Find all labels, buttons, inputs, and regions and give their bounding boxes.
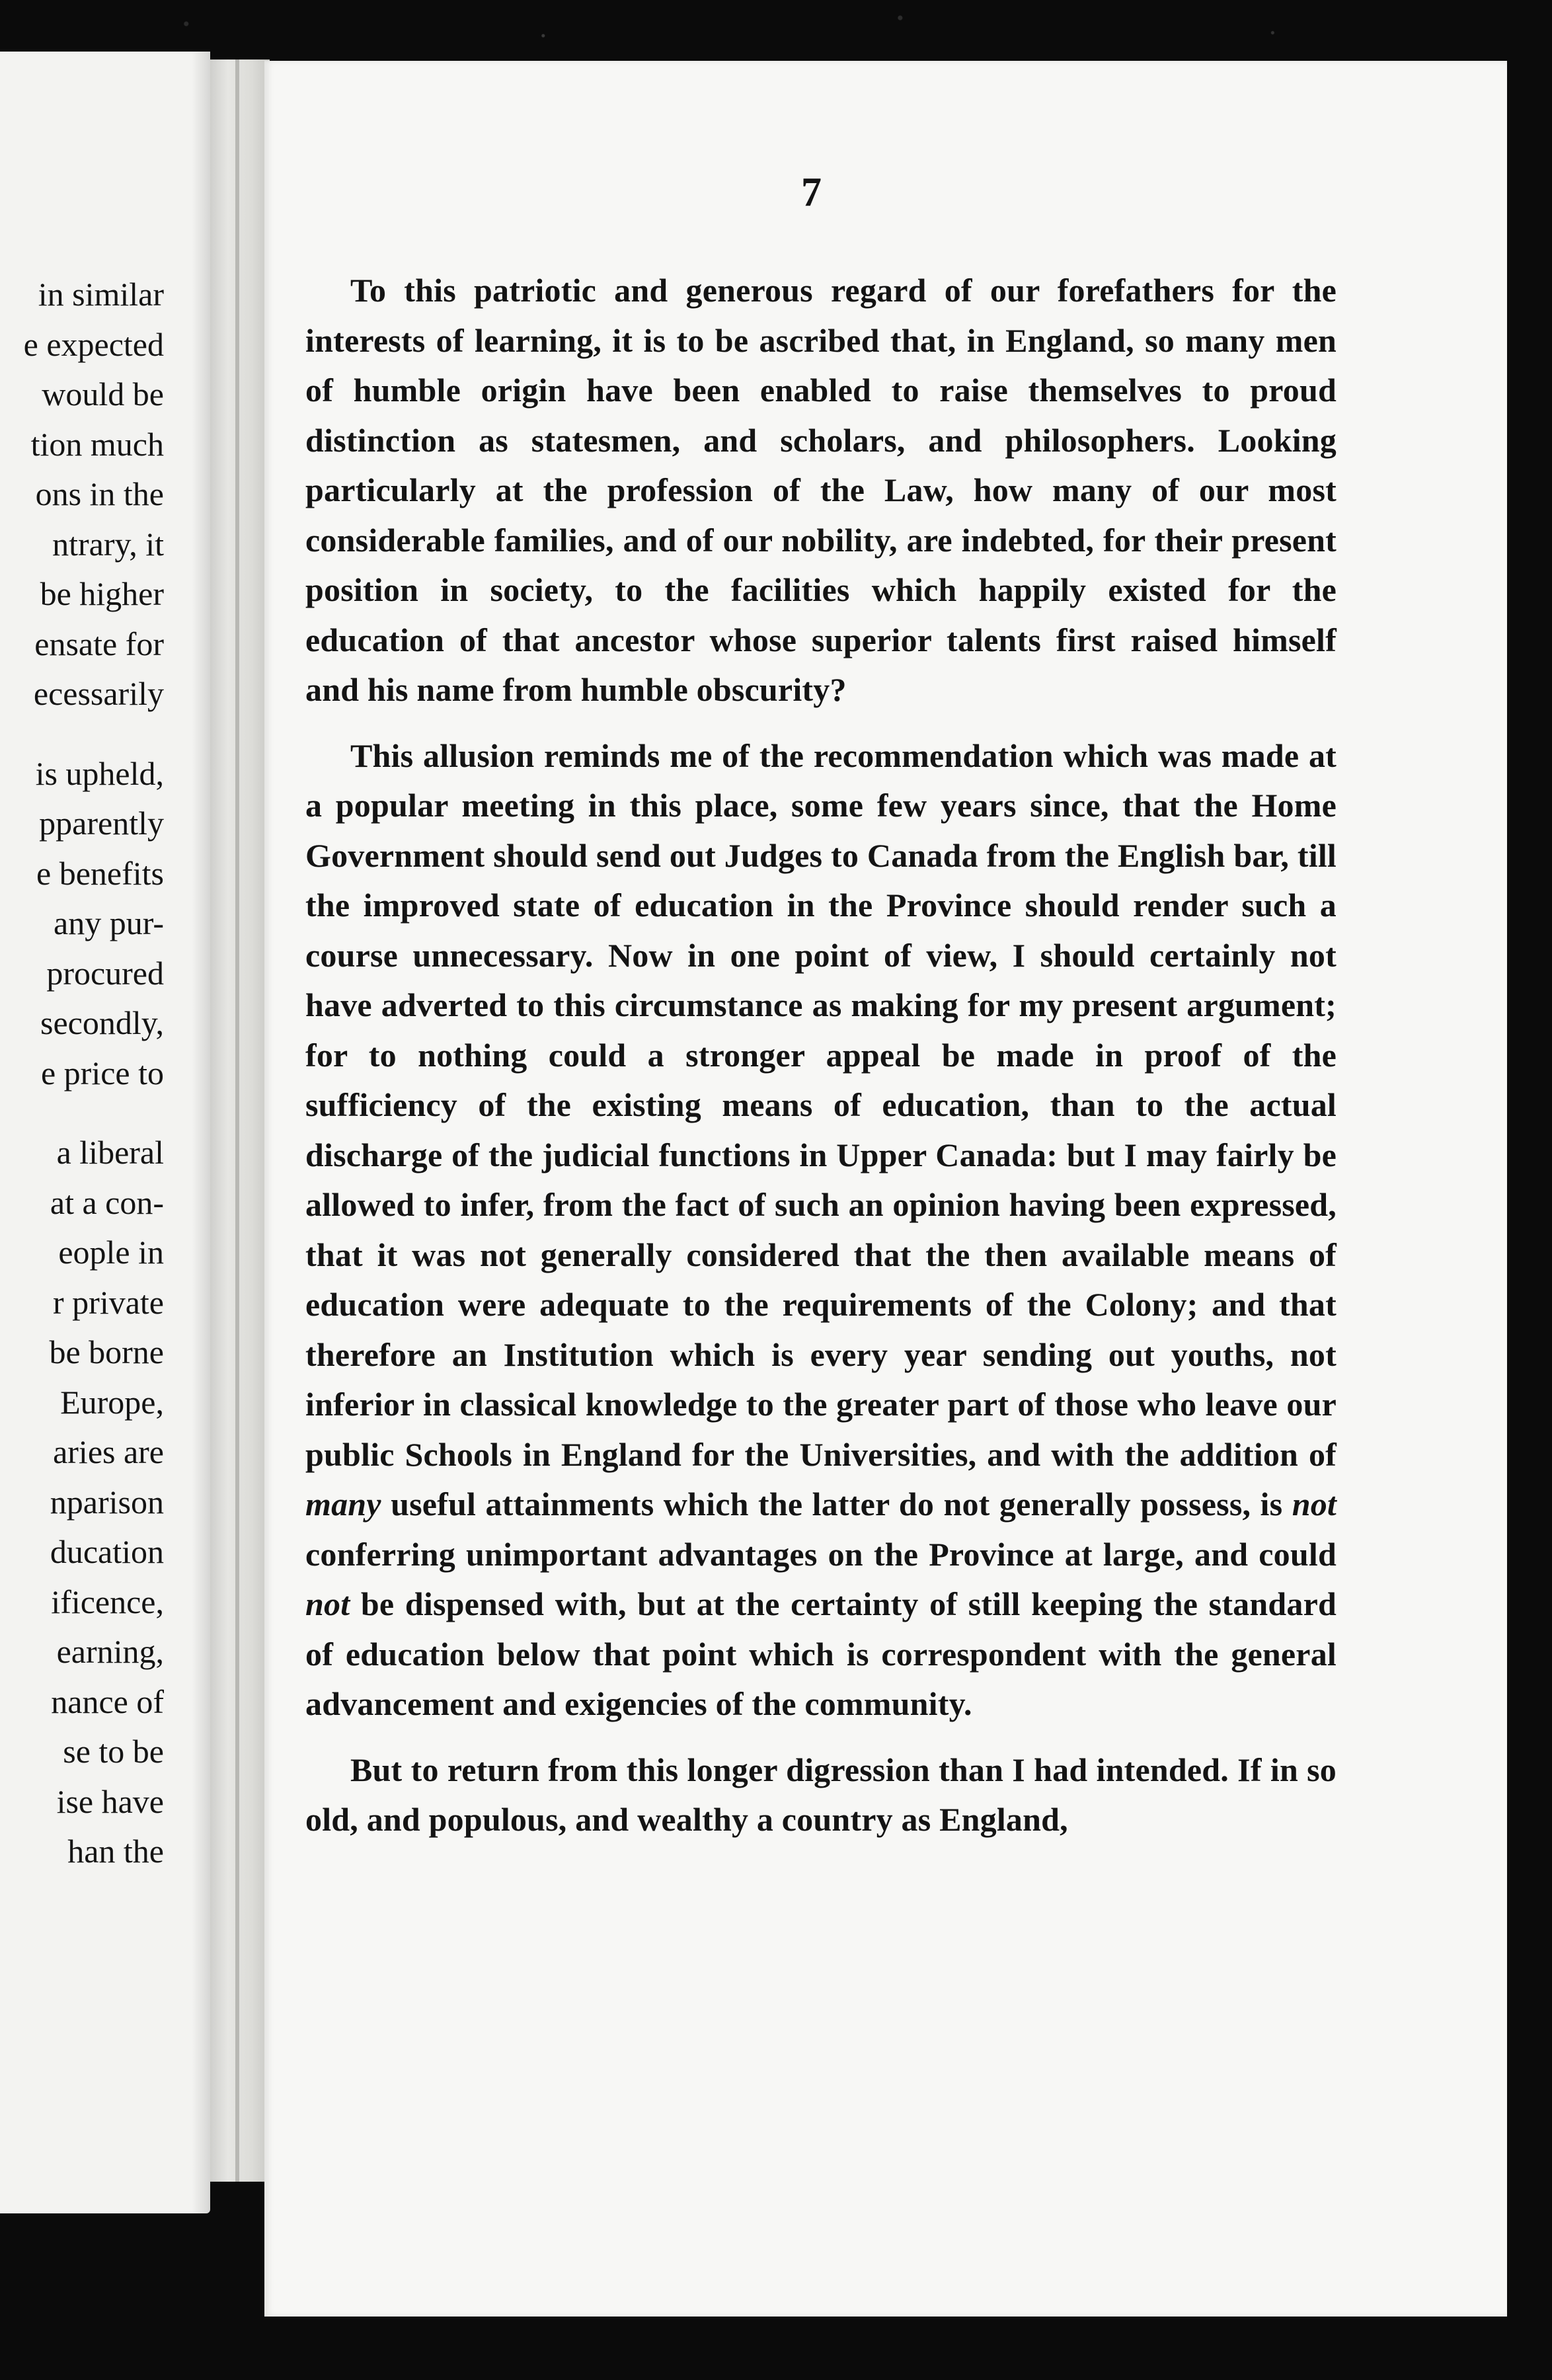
facing-page-line: a liberal	[56, 1134, 164, 1171]
facing-page-line: ecessarily	[33, 675, 164, 712]
facing-page-line: is upheld,	[35, 754, 164, 792]
italic-emphasis: not	[1292, 1486, 1337, 1523]
paragraph	[305, 731, 1337, 1729]
facing-page-line: ntrary, it	[52, 525, 164, 563]
facing-page-line: be borne	[49, 1333, 164, 1370]
facing-page-line: r private	[53, 1283, 164, 1321]
facing-page-line: han the	[67, 1833, 164, 1870]
facing-page-line: ons in the	[35, 475, 164, 512]
line-gap	[0, 1098, 164, 1128]
italic-emphasis: not	[305, 1585, 350, 1622]
facing-page-line: ducation	[50, 1533, 164, 1570]
facing-page-line: aries are	[53, 1433, 164, 1470]
facing-page-line: eople in	[58, 1234, 164, 1271]
facing-page-line: would be	[42, 376, 164, 413]
paragraph	[305, 266, 1337, 715]
paragraph-text: useful attainments which the latter do not generally possess, is	[381, 1486, 1292, 1523]
paragraph-text: This allusion reminds me of the recommendation which was made at a popular meeting in this place, some few years since, that the Home Government should send out Judges to Canada from the English bar, till the improved state of education in the Province should render such a course unnecessary. Now in one point of view, I should certainly not have adverted to this circumstance as making for my present argument; for to nothing could a stronger appeal be made in proof of the sufficiency of the existing means of education, than to the actual discharge of the judicial functions in Upper Canada: but I may fairly be allowed to infer, from the fact of such an opinion having been expressed, that it was not generally considered that the then available means of education were adequate to the requirements of the Colony; and that therefore an Institution which is every year sending out youths, not inferior in classical knowledge to the greater part of those who leave our public Schools in England for the Universities, and with the addition of	[305, 736, 1337, 1473]
facing-page-line: se to be	[63, 1733, 164, 1770]
body-text	[305, 266, 1337, 1845]
facing-page-line: earning,	[56, 1633, 164, 1670]
book-binding	[210, 60, 270, 2182]
gutter-shadow	[192, 52, 210, 2213]
scan-border-top	[0, 0, 1552, 60]
facing-page-line: e benefits	[36, 854, 164, 892]
facing-page-line: ensate for	[34, 625, 164, 662]
facing-page-line: procured	[46, 954, 164, 992]
facing-page-line: in similar	[38, 276, 164, 313]
facing-page-line: ificence,	[51, 1583, 164, 1620]
italic-emphasis: many	[305, 1486, 381, 1523]
facing-page-line: be higher	[40, 575, 164, 612]
binding-edge	[235, 60, 239, 2182]
facing-page-line: nparison	[50, 1483, 164, 1521]
page-number: 7	[801, 170, 822, 215]
facing-page-line: e expected	[23, 325, 164, 363]
facing-page-line: at a con-	[50, 1183, 164, 1221]
paragraph-text: be dispensed with, but at the certainty of still keeping the standard of education below that point which is correspondent with the general advancement and exigencies of the community.	[305, 1585, 1337, 1722]
paragraph	[305, 1745, 1337, 1845]
paragraph-text: conferring unimportant advantages on the Province at large, and could	[305, 1535, 1337, 1573]
facing-page-line: tion much	[30, 425, 164, 463]
facing-page-line: pparently	[39, 805, 164, 842]
facing-page-text	[0, 270, 164, 1877]
facing-page-line: any pur-	[54, 904, 164, 941]
facing-page-line: ise have	[56, 1782, 164, 1820]
facing-page-line: nance of	[51, 1683, 164, 1720]
facing-page-line: e price to	[40, 1054, 164, 1091]
line-gap	[0, 719, 164, 749]
facing-page-line: secondly,	[40, 1004, 164, 1041]
facing-page-line: Europe,	[60, 1383, 164, 1421]
facing-page-left	[0, 52, 210, 2213]
paragraph-text: But to return from this longer digression than I had intended. If in so old, and populous, and wealthy a country as England,	[305, 1751, 1337, 1838]
paragraph-text: To this patriotic and generous regard of our forefathers for the interests of learning, it is to be ascribed that, in England, so many men of humble origin have been enabled to raise themselves to proud distinction as statesmen, and scholars, and philosophers. Looking particularly at the profession of the Law, how many of our most considerable families, and of our nobility, are indebted, for their present position in society, to the facilities which happily existed for the education of that ancestor whose superior talents first raised himself and his name from humble obscurity?	[305, 272, 1337, 708]
